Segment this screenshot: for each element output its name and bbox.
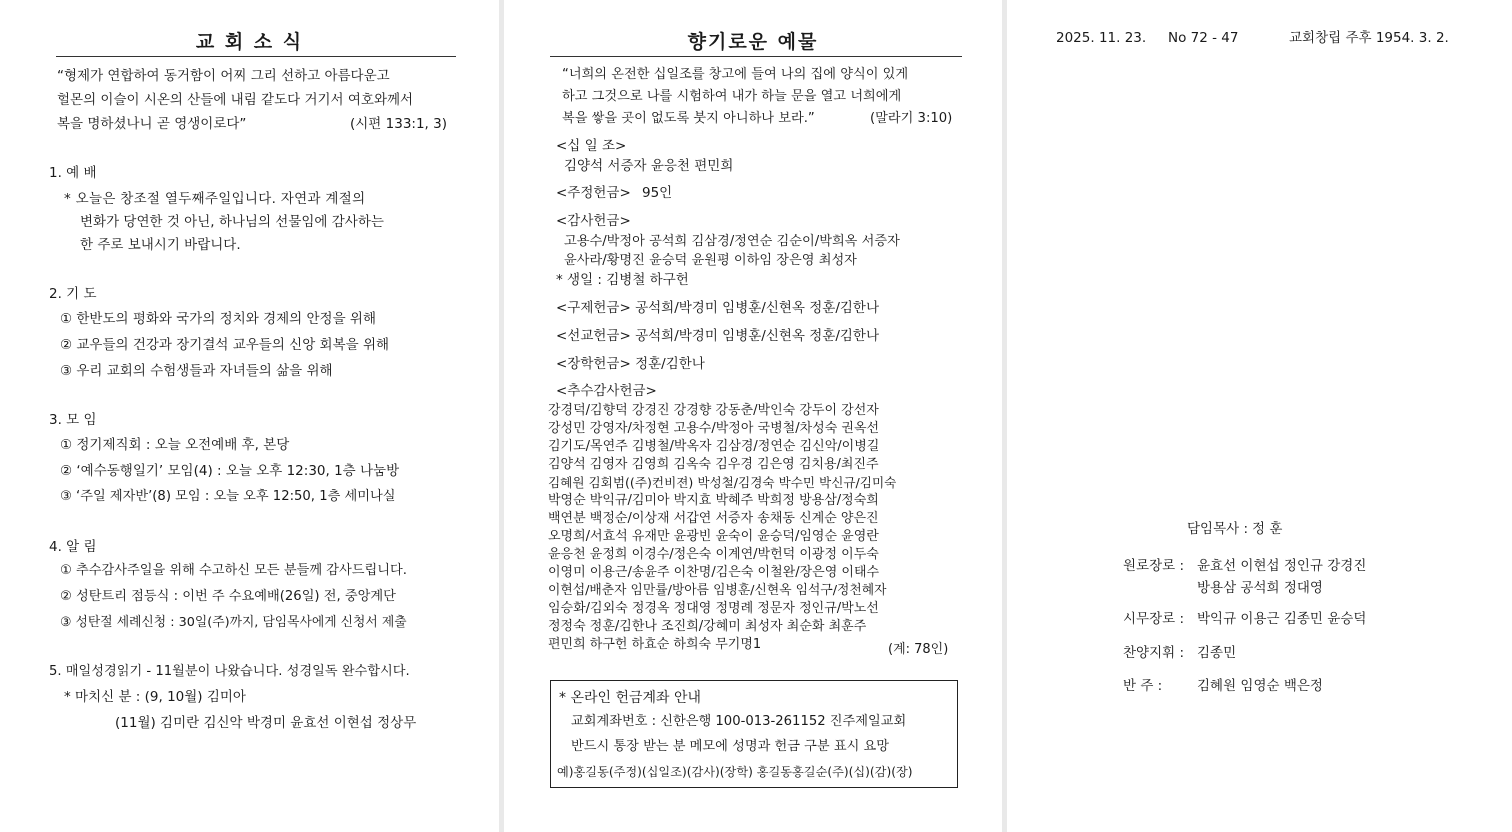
weekly-offering-count: 95인 [642, 185, 673, 201]
notice-title: * 온라인 헌금계좌 안내 [559, 690, 702, 706]
choir-director-label: 찬양지휘 : [1123, 645, 1185, 661]
harvest-offering-total: (계: 78인) [888, 642, 949, 657]
harvest-offering-names: 편민희 하구헌 하효순 하희숙 무기명1 [548, 637, 762, 652]
title-rule [56, 56, 456, 57]
harvest-offering-names: 임승화/김외숙 정경옥 정대영 정명례 정문자 정인규/박노선 [548, 601, 879, 616]
meeting-item: ① 정기제직회 : 오늘 오전예배 후, 본당 [60, 437, 290, 453]
birthday-line: * 생일 : 김병철 하구헌 [556, 272, 689, 288]
accompanist-label: 반 주 : [1123, 678, 1163, 694]
memo-example: 예)홍길동(주정)(십일조)(감사)(장학) 홍길동홍길순(주)(십)(감)(장) [557, 765, 913, 779]
harvest-offering-names: 김혜원 김회범((주)컨비젼) 박성철/김경숙 박수민 박신규/김미숙 [548, 475, 897, 490]
harvest-offering-names: 강경덕/김향덕 강경진 강경향 강동춘/박인숙 강두이 강선자 [548, 403, 879, 418]
title-rule [550, 56, 962, 57]
worship-text: 변화가 당연한 것 아닌, 하나님의 선물임에 감사하는 [80, 214, 384, 230]
harvest-offering-names: 윤응천 윤정희 이경수/정은숙 이계연/박헌덕 이광정 이두숙 [548, 547, 879, 562]
page-title: 교 회 소 식 [195, 31, 304, 53]
harvest-offering-names: 이영미 이용근/송윤주 이찬명/김은숙 이철완/장은영 이태수 [548, 565, 880, 580]
bulletin-number: No 72 - 47 [1168, 30, 1239, 46]
thanks-offering-label: <감사헌금> [556, 213, 631, 229]
active-elder-names: 박익규 이용근 김종민 윤승덕 [1197, 611, 1367, 627]
tithe-names: 김양석 서증자 윤응천 편민희 [564, 158, 734, 174]
church-founding-date: 교회창립 주후 1954. 3. 2. [1289, 30, 1449, 46]
verse-line: 하고 그것으로 나를 시험하여 내가 하늘 문을 열고 너희에게 [562, 89, 902, 104]
thanks-offering-names: 윤사라/황명진 윤승덕 윤원평 이하임 장은영 최성자 [564, 253, 857, 268]
elder-emeritus-names: 방용삼 공석희 정대영 [1197, 580, 1323, 596]
harvest-offering-label: <추수감사헌금> [556, 383, 657, 399]
verse-line: 복을 명하셨나니 곧 영생이로다” [57, 116, 247, 132]
harvest-offering-names: 오명희/서효석 유재만 윤광빈 윤숙이 윤승덕/임영순 윤영란 [548, 529, 879, 544]
offerings-page [504, 0, 1002, 832]
section-heading: 5. 매일성경읽기 - 11월분이 나왔습니다. 성경일독 완수합시다. [49, 664, 410, 679]
scholarship-offering: <장학헌금> 정훈/김한나 [556, 356, 705, 372]
worship-text: 한 주로 보내시기 바랍니다. [80, 237, 241, 253]
prayer-item: ① 한반도의 평화와 국가의 정치와 경제의 안정을 위해 [60, 311, 377, 327]
accompanist-names: 김혜원 임영순 백은정 [1197, 678, 1323, 694]
bible-reading-finished: (11월) 김미란 김신악 박경미 윤효선 이현섭 정상무 [115, 715, 417, 731]
harvest-offering-names: 정정숙 정훈/김한나 조진희/강혜미 최성자 최순화 최훈주 [548, 619, 867, 634]
section-heading: 3. 모 임 [49, 412, 97, 428]
harvest-offering-names: 김양석 김영자 김영희 김옥숙 김우경 김은영 김치용/최진주 [548, 457, 879, 472]
prayer-item: ③ 우리 교회의 수험생들과 자녀들의 삶을 위해 [60, 363, 333, 379]
verse-reference: (말라기 3:10) [870, 111, 953, 126]
harvest-offering-names: 강성민 강영자/차정현 고용수/박정아 국병철/차성숙 권옥선 [548, 421, 880, 436]
meeting-item: ② ‘예수동행일기’ 모임(4) : 오늘 오후 12:30, 1층 나눔방 [60, 463, 400, 479]
tithe-label: <십 일 조> [556, 138, 627, 154]
section-heading: 1. 예 배 [49, 165, 97, 181]
memo-instruction: 반드시 통장 받는 분 메모에 성명과 헌금 구분 표시 요망 [571, 739, 889, 754]
verse-line: 복을 쌓을 곳이 없도록 붓지 아니하나 보라.” [562, 111, 815, 126]
worship-text: * 오늘은 창조절 열두째주일입니다. 자연과 계절의 [64, 191, 366, 207]
announcement-item: ① 추수감사주일을 위해 수고하신 모든 분들께 감사드립니다. [60, 563, 407, 578]
bible-reading-finished: * 마치신 분 : (9, 10월) 김미아 [64, 689, 246, 705]
active-elder-label: 시무장로 : [1123, 611, 1185, 627]
announcement-item: ③ 성탄절 세례신청 : 30일(주)까지, 담임목사에게 신청서 제출 [60, 615, 407, 630]
verse-line: “너희의 온전한 십일조를 창고에 들여 나의 집에 양식이 있게 [562, 67, 909, 82]
harvest-offering-names: 이현섭/배춘자 임만률/방아름 임병훈/신현옥 임석구/정천혜자 [548, 583, 887, 598]
harvest-offering-names: 김기도/목연주 김병철/박옥자 김삼경/정연순 김신악/이병길 [548, 439, 880, 454]
elder-emeritus-names: 윤효선 이현섭 정인규 강경진 [1197, 558, 1367, 574]
senior-pastor-name: 정 훈 [1252, 521, 1283, 537]
page-title: 향기로운 예물 [687, 31, 819, 53]
mission-offering: <선교헌금> 공석희/박경미 임병훈/신현옥 정훈/김한나 [556, 328, 880, 344]
section-heading: 2. 기 도 [49, 286, 97, 302]
verse-reference: (시편 133:1, 3) [350, 116, 447, 132]
senior-pastor-label: 담임목사 : [1187, 521, 1249, 537]
elder-emeritus-label: 원로장로 : [1123, 558, 1185, 574]
harvest-offering-names: 백연분 백정순/이상재 서갑연 서증자 송채동 신계순 양은진 [548, 511, 879, 526]
account-number: 교회계좌번호 : 신한은행 100-013-261152 진주제일교회 [571, 714, 907, 729]
announcement-item: ② 성탄트리 점등식 : 이번 주 수요예배(26일) 전, 중앙계단 [60, 589, 396, 604]
harvest-offering-names: 박영순 박익규/김미아 박지효 박혜주 박희정 방용삼/정숙희 [548, 493, 879, 508]
thanks-offering-names: 고용수/박정아 공석희 김삼경/정연순 김순이/박희옥 서증자 [564, 234, 900, 249]
bulletin-cover-page [1007, 0, 1512, 832]
verse-line: “형제가 연합하여 동거함이 어찌 그리 선하고 아름다운고 [57, 68, 390, 84]
online-offering-notice [550, 680, 958, 788]
church-news-page [0, 0, 499, 832]
verse-line: 헐몬의 이슬이 시온의 산들에 내림 같도다 거기서 여호와께서 [57, 92, 414, 108]
choir-director-name: 김종민 [1197, 645, 1237, 661]
prayer-item: ② 교우들의 건강과 장기결석 교우들의 신앙 회복을 위해 [60, 337, 390, 353]
bulletin-date: 2025. 11. 23. [1056, 30, 1147, 46]
weekly-offering-label: <주정헌금> [556, 185, 631, 201]
section-heading: 4. 알 림 [49, 539, 97, 555]
meeting-item: ③ ‘주일 제자반’(8) 모임 : 오늘 오후 12:50, 1층 세미나실 [60, 489, 396, 504]
relief-offering: <구제헌금> 공석희/박경미 임병훈/신현옥 정훈/김한나 [556, 300, 880, 316]
